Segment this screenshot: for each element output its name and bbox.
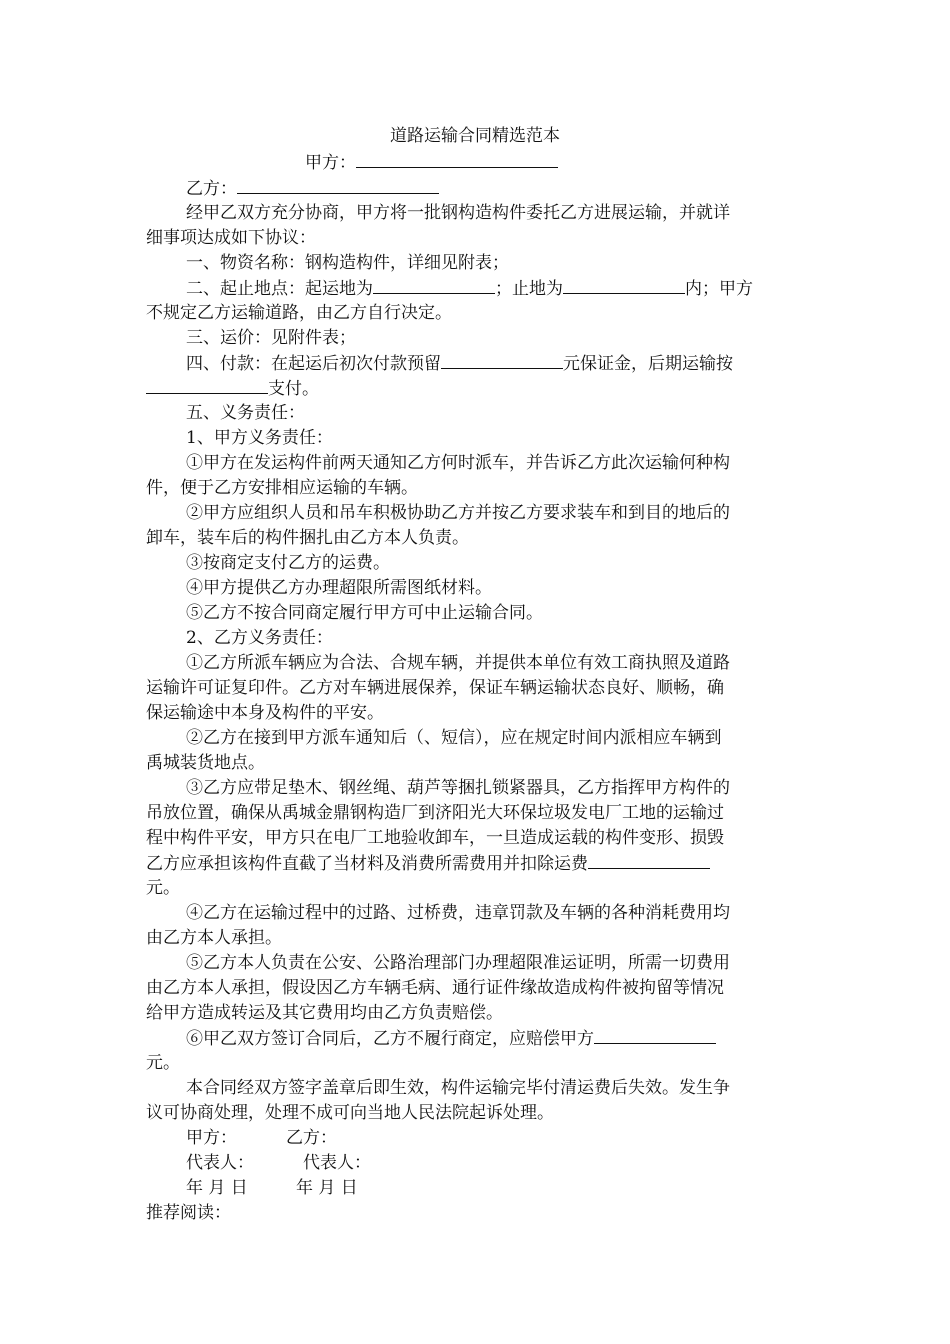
- freight-deduction-blank: [588, 851, 710, 869]
- intro-line: 细事项达成如下协议：: [146, 228, 316, 248]
- party-b-duty: ②乙方在接到甲方派车通知后（、短信），应在规定时间内派相应车辆到: [186, 728, 722, 748]
- signature-party-a: 甲方：: [186, 1128, 237, 1148]
- party-b-duty: 由乙方本人承担，假设因乙方车辆毛病、通行证件缘故造成构件被拘留等情况: [146, 978, 724, 998]
- closing-clause: 议可协商处理，处理不成可向当地人民法院起诉处理。: [146, 1103, 554, 1123]
- party-b-duty: 乙方应承担该构件直截了当材料及消费所需费用并扣除运费: [146, 851, 710, 876]
- party-a-duty: 卸车，装车后的构件捆扎由乙方本人负责。: [146, 528, 469, 548]
- party-b-duty: 程中构件平安，甲方只在电厂工地验收卸车，一旦造成运载的构件变形、损毁: [146, 828, 724, 848]
- origin-blank: [373, 276, 495, 294]
- party-b-blank: [237, 176, 439, 194]
- party-b-line: [186, 176, 439, 201]
- party-b-duty: ①乙方所派车辆应为合法、合规车辆，并提供本单位有效工商执照及道路: [186, 653, 730, 673]
- party-a-duties-title: 1、甲方义务责任：: [186, 428, 333, 448]
- item-price: 三、运价：见附件表；: [186, 328, 356, 348]
- party-b-duties-title: 2、乙方义务责任：: [186, 628, 333, 648]
- party-b-duty: 元。: [146, 1053, 180, 1073]
- party-b-duty: 保运输途中本身及构件的平安。: [146, 703, 384, 723]
- item-locations: 二、起止地点：起运地为 ；止地为 内；甲方: [186, 276, 753, 301]
- party-a-duty: ①甲方在发运构件前两天通知乙方何时派车，并告诉乙方此次运输何种构: [186, 453, 730, 473]
- party-a-duty: ⑤乙方不按合同商定履行甲方可中止运输合同。: [186, 603, 543, 623]
- closing-clause: 本合同经双方签字盖章后即生效，构件运输完毕付清运费后失效。发生争: [186, 1078, 730, 1098]
- party-b-duty: 由乙方本人承担。: [146, 928, 282, 948]
- destination-blank: [563, 276, 685, 294]
- party-b-duty: 运输许可证复印件。乙方对车辆进展保养，保证车辆运输状态良好、顺畅，确: [146, 678, 724, 698]
- item-duties: 五、义务责任：: [186, 403, 305, 423]
- party-a-duty: ④甲方提供乙方办理超限所需图纸材料。: [186, 578, 492, 598]
- signature-party-b: 乙方：: [286, 1128, 337, 1148]
- party-b-duty: ④乙方在运输过程中的过路、过桥费，违章罚款及车辆的各种消耗费用均: [186, 903, 730, 923]
- deposit-blank: [441, 351, 563, 369]
- document-title: 道路运输合同精选范本: [390, 126, 560, 146]
- party-b-duty: 禹城装货地点。: [146, 753, 265, 773]
- party-a-blank: [356, 150, 558, 168]
- recommend-reading: 推荐阅读：: [146, 1203, 231, 1223]
- party-b-duty: ③乙方应带足垫木、钢丝绳、葫芦等捆扎锁紧器具，乙方指挥甲方构件的: [186, 778, 730, 798]
- party-b-duty: ⑤乙方本人负责在公安、公路治理部门办理超限准运证明，所需一切费用: [186, 953, 730, 973]
- party-a-duty: ③按商定支付乙方的运费。: [186, 553, 390, 573]
- intro-line: 经甲乙双方充分协商，甲方将一批钢构造构件委托乙方进展运输，并就详: [186, 203, 730, 223]
- party-a-duty: 件，便于乙方安排相应运输的车辆。: [146, 478, 418, 498]
- signature-rep-b: 代表人：: [303, 1153, 371, 1173]
- signature-rep-a: 代表人：: [186, 1153, 254, 1173]
- compensation-blank: [594, 1026, 716, 1044]
- signature-date-b: 年 月 日: [296, 1178, 358, 1198]
- signature-date-a: 年 月 日: [186, 1178, 248, 1198]
- item-payment: 四、付款：在起运后初次付款预留 元保证金，后期运输按: [186, 351, 733, 376]
- party-b-duty: 吊放位置，确保从禹城金鼎钢构造厂到济阳光大环保垃圾发电厂工地的运输过: [146, 803, 724, 823]
- party-b-label: 乙方：: [186, 179, 237, 199]
- party-b-duty: ⑥甲乙双方签订合同后，乙方不履行商定，应赔偿甲方: [186, 1026, 716, 1051]
- item-locations-cont: 不规定乙方运输道路，由乙方自行决定。: [146, 303, 452, 323]
- payment-terms-blank: [146, 376, 268, 394]
- item-goods-name: 一、物资名称：钢构造构件，详细见附表；: [186, 253, 509, 273]
- party-a-label: 甲方：: [305, 153, 356, 173]
- party-b-duty: 给甲方造成转运及其它费用均由乙方负责赔偿。: [146, 1003, 503, 1023]
- party-a-line: [305, 150, 558, 175]
- party-b-duty: 元。: [146, 878, 180, 898]
- party-a-duty: ②甲方应组织人员和吊车积极协助乙方并按乙方要求装车和到目的地后的: [186, 503, 730, 523]
- item-payment-cont: 支付。: [146, 376, 319, 401]
